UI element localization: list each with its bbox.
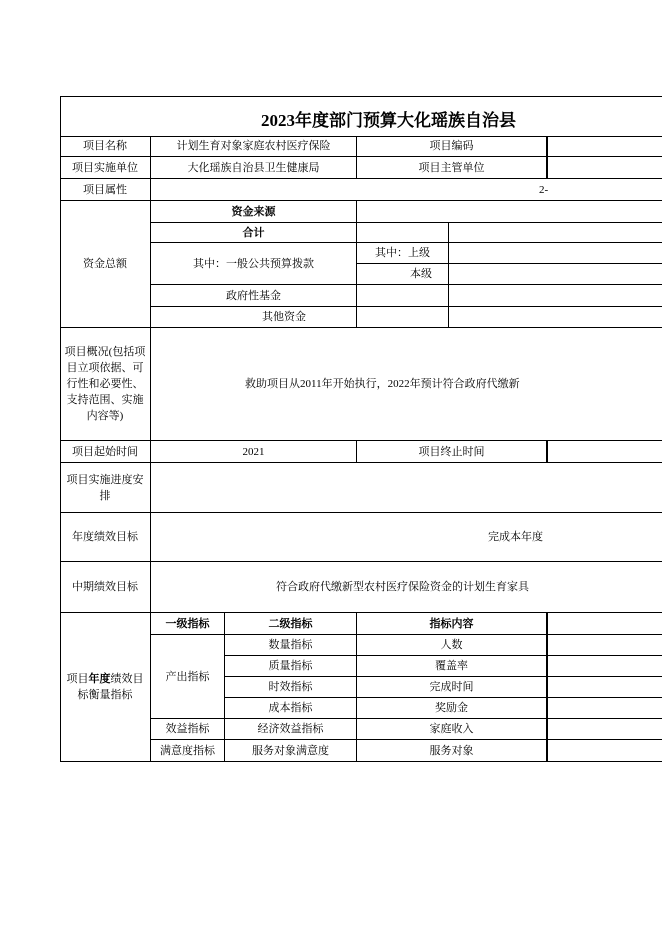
overview-label: 项目概况(包括项目立项依据、可行性和必要性、支持范围、实施内容等): [60, 328, 151, 441]
quantity-indicator: 数量指标: [225, 635, 357, 656]
other-fund-label: 其他资金: [151, 307, 357, 328]
indicator-value-cell: [547, 698, 662, 719]
value-header: [547, 613, 662, 635]
satisfaction-level2: 服务对象满意度: [225, 740, 357, 762]
supervisor-unit-label: 项目主管单位: [357, 157, 547, 179]
timeliness-indicator: 时效指标: [225, 677, 357, 698]
project-name-value: 计划生育对象家庭农村医疗保险: [151, 136, 357, 157]
content-header: 指标内容: [357, 613, 547, 635]
annual-goal-label: 年度绩效目标: [60, 513, 151, 562]
start-time-value: 2021: [151, 441, 357, 463]
indicator-value-cell: [547, 635, 662, 656]
funds-label: 资金总额: [60, 201, 151, 328]
project-code-value: [547, 136, 662, 157]
funds-total-cell-a: [357, 223, 449, 243]
funds-source-header: 资金来源: [151, 201, 357, 223]
gov-fund-cell-b: [449, 285, 662, 307]
midterm-goal-label: 中期绩效目标: [60, 562, 151, 613]
gov-fund-cell-a: [357, 285, 449, 307]
end-time-label: 项目终止时间: [357, 441, 547, 463]
gov-fund-label: 政府性基金: [151, 285, 357, 307]
output-indicator-label: 产出指标: [151, 635, 225, 719]
indicator-value-cell: [547, 677, 662, 698]
other-fund-cell-a: [357, 307, 449, 328]
cost-indicator: 成本指标: [225, 698, 357, 719]
quantity-content: 人数: [357, 635, 547, 656]
funds-total-cell-b: [449, 223, 662, 243]
indicator-value-cell: [547, 656, 662, 677]
indicators-label: [60, 613, 151, 762]
indicators-label-bold: 年度: [88, 673, 111, 685]
level2-header: 二级指标: [225, 613, 357, 635]
project-name-label: 项目名称: [60, 136, 151, 157]
indicator-value-cell: [547, 719, 662, 740]
overview-value: 救助项目从2011年开始执行，2022年预计符合政府代缴新: [151, 328, 662, 441]
implementing-unit-label: 项目实施单位: [60, 157, 151, 179]
funds-total-label: 合计: [151, 223, 357, 243]
indicator-value-cell: [547, 740, 662, 762]
quality-indicator: 质量指标: [225, 656, 357, 677]
funds-source-value: [357, 201, 662, 223]
satisfaction-indicator-label: 满意度指标: [151, 740, 225, 762]
midterm-goal-value: 符合政府代缴新型农村医疗保险资金的计划生育家具: [151, 562, 662, 613]
level1-header: 一级指标: [151, 613, 225, 635]
indicators-label-pre: 项目: [66, 673, 89, 685]
progress-value: [151, 463, 662, 513]
other-fund-cell-b: [449, 307, 662, 328]
local-level-label: 本级: [357, 264, 449, 285]
project-attr-label: 项目属性: [60, 179, 151, 201]
annual-goal-value: 完成本年度: [151, 513, 662, 562]
start-time-label: 项目起始时间: [60, 441, 151, 463]
upper-level-label: 其中：上级: [357, 243, 449, 264]
local-level-value: [449, 264, 662, 285]
end-time-value: [547, 441, 662, 463]
project-attr-text: 2-: [539, 183, 549, 196]
satisfaction-content: 服务对象: [357, 740, 547, 762]
progress-label: 项目实施进度安排: [60, 463, 151, 513]
quality-content: 覆盖率: [357, 656, 547, 677]
table-top-border: [60, 96, 662, 97]
cost-content: 奖励金: [357, 698, 547, 719]
benefit-level2: 经济效益指标: [225, 719, 357, 740]
supervisor-unit-value: [547, 157, 662, 179]
project-code-label: 项目编码: [357, 136, 547, 157]
general-budget-label: 其中：一般公共预算拨款: [151, 243, 357, 285]
implementing-unit-value: 大化瑶族自治县卫生健康局: [151, 157, 357, 179]
benefit-content: 家庭收入: [357, 719, 547, 740]
document-title: 2023年度部门预算大化瑶族自治县: [261, 111, 516, 130]
indicators-label-post: 绩效目标衡量指标: [77, 673, 144, 701]
timeliness-content: 完成时间: [357, 677, 547, 698]
upper-level-value: [449, 243, 662, 264]
indicators-label-text: [62, 671, 148, 703]
benefit-indicator-label: 效益指标: [151, 719, 225, 740]
project-attr-value: [151, 179, 662, 201]
